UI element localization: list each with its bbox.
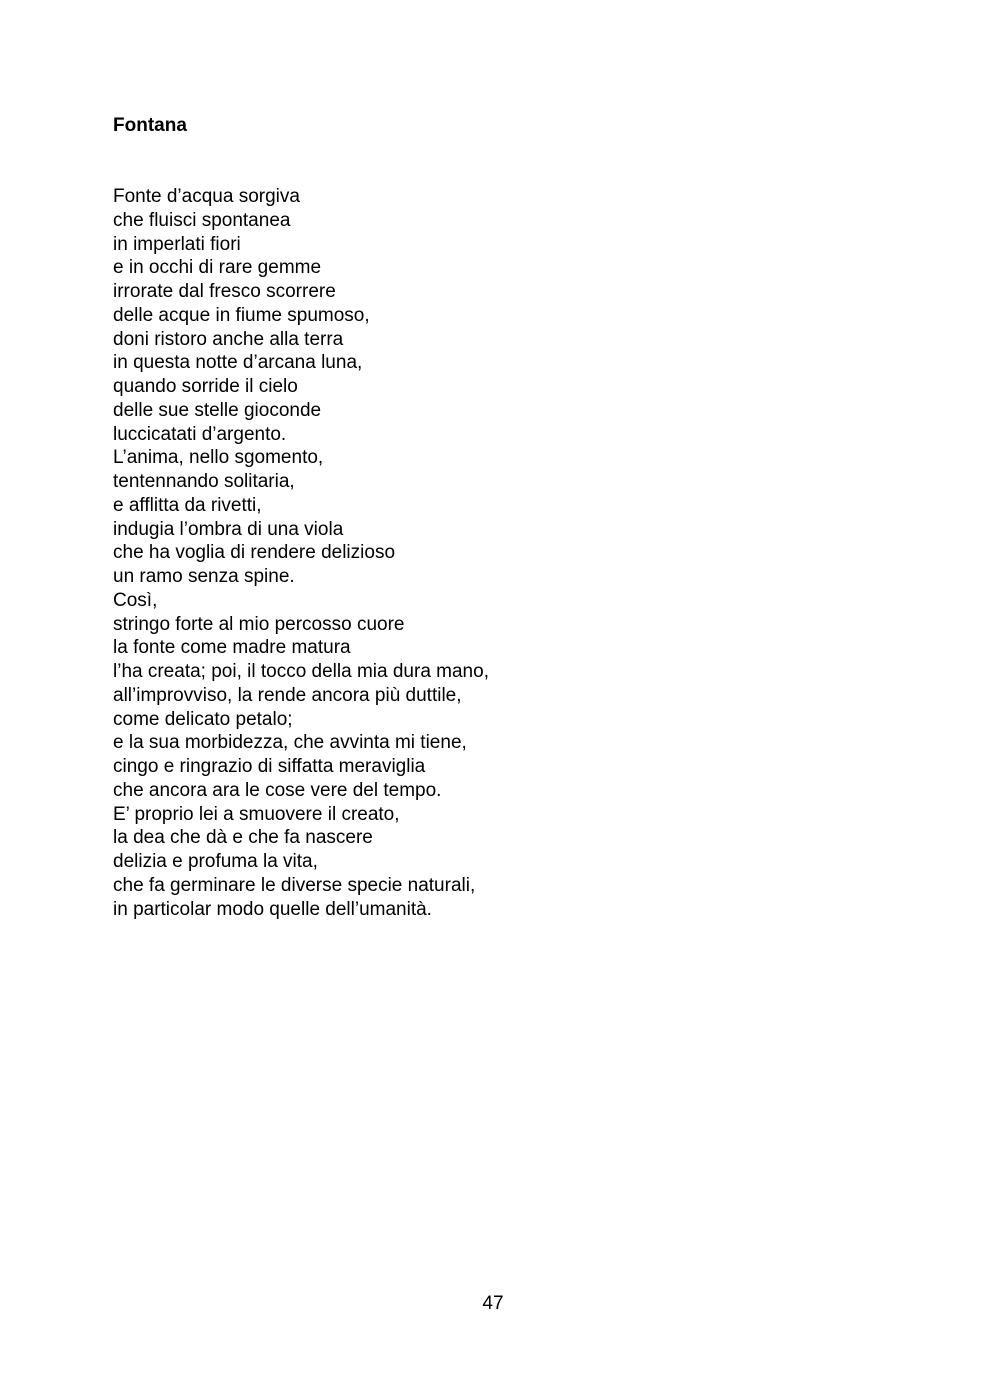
poem-line: in particolar modo quelle dell’umanità. <box>113 898 432 920</box>
poem-line: indugia l’ombra di una viola <box>113 518 344 540</box>
poem-line: che fa germinare le diverse specie naturali, <box>113 874 476 896</box>
poem-line: la fonte come madre matura <box>113 637 351 659</box>
poem-line: Così, <box>113 589 158 611</box>
poem-line: quando sorride il cielo <box>113 376 298 397</box>
poem-line: Fonte d’acqua sorgiva <box>113 186 300 207</box>
poem-line: delle sue stelle gioconde <box>113 399 322 421</box>
poem-line: e in occhi di rare gemme <box>113 257 322 279</box>
poem-line: tentennando solitaria, <box>113 471 295 492</box>
poem-line: irrorate dal fresco scorrere <box>113 281 336 302</box>
poem-line: in imperlati fiori <box>113 233 241 255</box>
poem-line: che ancora ara le cose vere del tempo. <box>113 779 442 801</box>
poem-line: cingo e ringrazio di siffatta meraviglia <box>113 756 426 777</box>
poem-line: come delicato petalo; <box>113 708 293 730</box>
poem-line: E’ proprio lei a smuovere il creato, <box>113 803 400 825</box>
poem-line: doni ristoro anche alla terra <box>113 328 344 350</box>
poem-line: che ha voglia di rendere delizioso <box>113 542 396 564</box>
poem-body <box>113 185 489 921</box>
poem-line: e la sua morbidezza, che avvinta mi tiene, <box>113 732 467 754</box>
page-number: 47 <box>482 1293 504 1314</box>
poem-line: luccicatati d’argento. <box>113 423 287 445</box>
poem-line: in questa notte d’arcana luna, <box>113 352 363 374</box>
poem-title: Fontana <box>113 115 187 136</box>
poem-line: la dea che dà e che fa nascere <box>113 827 373 849</box>
poem-line: delizia e profuma la vita, <box>113 851 318 872</box>
poem-line: stringo forte al mio percosso cuore <box>113 613 405 635</box>
poem-line: L’anima, nello sgomento, <box>113 447 324 469</box>
poem-line: un ramo senza spine. <box>113 566 295 587</box>
poem-line: all’improvviso, la rende ancora più duttile, <box>113 684 462 706</box>
poem-line: che fluisci spontanea <box>113 209 291 231</box>
poem-line: l’ha creata; poi, il tocco della mia dura mano, <box>113 661 489 682</box>
poem-line: e afflitta da rivetti, <box>113 494 262 516</box>
poem-line: delle acque in fiume spumoso, <box>113 304 370 326</box>
